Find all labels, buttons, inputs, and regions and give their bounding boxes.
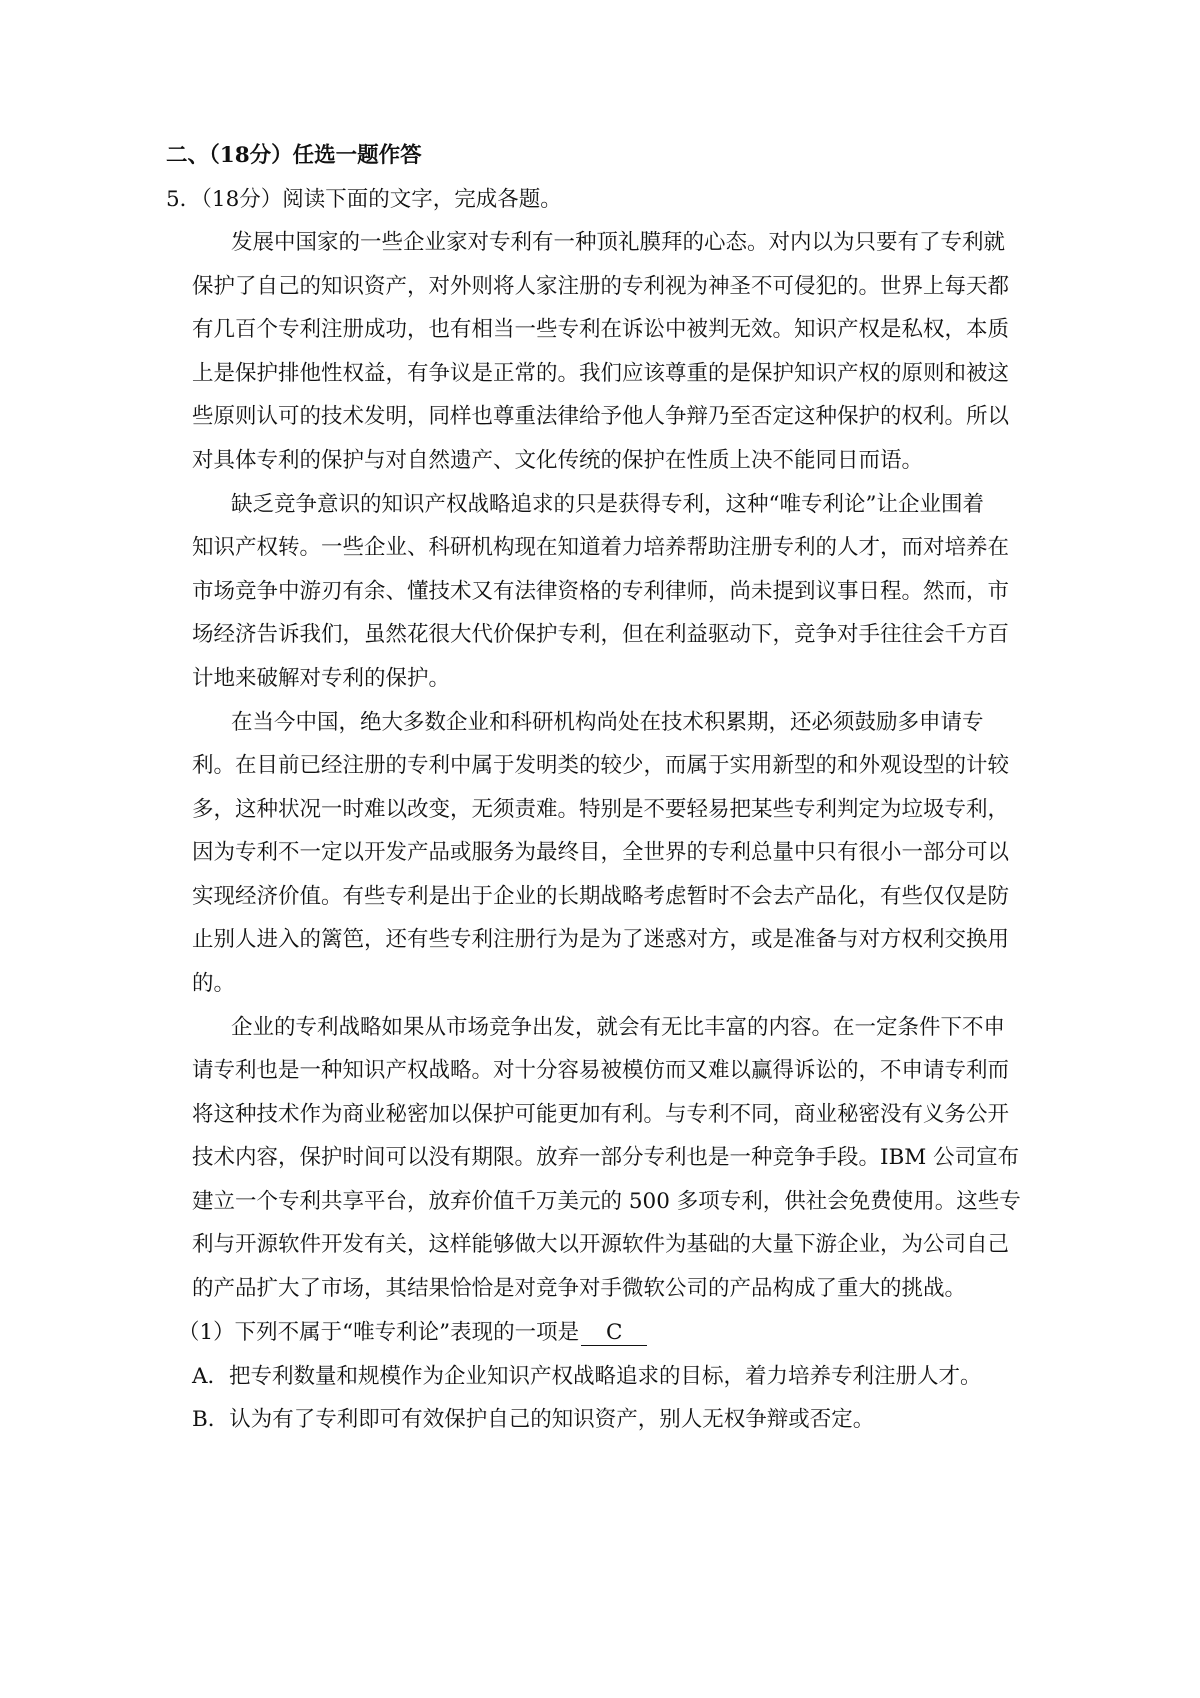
passage-line: 多，这种状况一时难以改变，无须责难。特别是不要轻易把某些专利判定为垃圾专利， [192, 797, 1010, 822]
question-intro: 5．（18分）阅读下面的文字，完成各题。 [166, 187, 562, 212]
passage-line: 在当今中国，绝大多数企业和科研机构尚处在技术积累期，还必须鼓励多申请专 [231, 710, 984, 735]
answer-blank: C [581, 1321, 647, 1346]
option-b: B．认为有了专利即可有效保护自己的知识资产，别人无权争辩或否定。 [192, 1407, 875, 1432]
passage-line: 的产品扩大了市场，其结果恰恰是对竞争对手微软公司的产品构成了重大的挑战。 [192, 1276, 967, 1301]
passage-line: 场经济告诉我们，虽然花很大代价保护专利，但在利益驱动下，竞争对手往往会千方百 [192, 622, 1010, 647]
section-title: 二、（18分）任选一题作答 [166, 143, 422, 168]
sub-question-stem-text: （1）下列不属于“唯专利论”表现的一项是 [178, 1320, 580, 1345]
passage-line: 技术内容，保护时间可以没有期限。放弃一部分专利也是一种竞争手段。IBM 公司宣布 [192, 1145, 1020, 1170]
passage-line: 企业的专利战略如果从市场竞争出发，就会有无比丰富的内容。在一定条件下不申 [231, 1015, 1006, 1040]
passage-line: 止别人进入的篱笆，还有些专利注册行为是为了迷惑对方，或是准备与对方权利交换用 [192, 927, 1010, 952]
passage-line: 缺乏竞争意识的知识产权战略追求的只是获得专利，这种“唯专利论”让企业围着 [231, 492, 984, 517]
option-a: A．把专利数量和规模作为企业知识产权战略追求的目标，着力培养专利注册人才。 [192, 1364, 982, 1389]
passage-line: 因为专利不一定以开发产品或服务为最终目，全世界的专利总量中只有很小一部分可以 [192, 840, 1010, 865]
passage-line: 利与开源软件开发有关，这样能够做大以开源软件为基础的大量下游企业，为公司自己 [192, 1232, 1010, 1257]
passage-line: 市场竞争中游刃有余、懂技术又有法律资格的专利律师，尚未提到议事日程。然而，市 [192, 579, 1010, 604]
passage-line: 对具体专利的保护与对自然遗产、文化传统的保护在性质上决不能同日而语。 [192, 448, 924, 473]
passage-line: 建立一个专利共享平台，放弃价值千万美元的 500 多项专利，供社会免费使用。这些专 [192, 1189, 1021, 1214]
passage-line: 计地来破解对专利的保护。 [192, 666, 451, 691]
passage-line: 有几百个专利注册成功，也有相当一些专利在诉讼中被判无效。知识产权是私权，本质 [192, 317, 1010, 342]
sub-question-stem [178, 1318, 647, 1348]
passage-line: 请专利也是一种知识产权战略。对十分容易被模仿而又难以赢得诉讼的，不申请专利而 [192, 1058, 1010, 1083]
passage-line: 保护了自己的知识资产，对外则将人家注册的专利视为神圣不可侵犯的。世界上每天都 [192, 274, 1010, 299]
passage-line: 实现经济价值。有些专利是出于企业的长期战略考虑暂时不会去产品化，有些仅仅是防 [192, 884, 1010, 909]
passage-line: 些原则认可的技术发明，同样也尊重法律给予他人争辩乃至否定这种保护的权利。所以 [192, 404, 1010, 429]
passage-line: 利。在目前已经注册的专利中属于发明类的较少，而属于实用新型的和外观设型的计较 [192, 753, 1010, 778]
passage-line: 知识产权转。一些企业、科研机构现在知道着力培养帮助注册专利的人才，而对培养在 [192, 535, 1010, 560]
passage-line: 的。 [192, 971, 236, 996]
passage-line: 将这种技术作为商业秘密加以保护可能更加有利。与专利不同，商业秘密没有义务公开 [192, 1102, 1010, 1127]
passage-line: 发展中国家的一些企业家对专利有一种顶礼膜拜的心态。对内以为只要有了专利就 [231, 230, 1006, 255]
passage-line: 上是保护排他性权益，有争议是正常的。我们应该尊重的是保护知识产权的原则和被这 [192, 361, 1010, 386]
